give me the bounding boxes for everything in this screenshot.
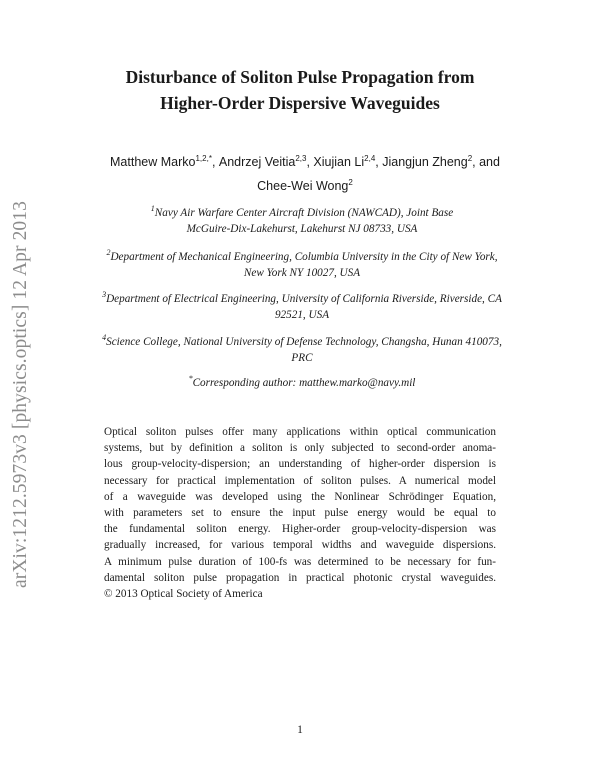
abstract-line: damental soliton pulse propagation in practical photonic crystal waveguides. bbox=[104, 571, 496, 584]
affiliation-line: Science College, National University of Defense Technology, Changsha, Hunan 410073, bbox=[106, 336, 502, 348]
abstract-line: necessary for practical implementation of soliton pulses. A numerical model bbox=[104, 474, 496, 487]
author-affiliation-mark: 1,2,* bbox=[195, 154, 212, 163]
abstract bbox=[104, 424, 496, 602]
title-line: Higher-Order Dispersive Waveguides bbox=[160, 93, 440, 113]
affiliation-line: PRC bbox=[291, 352, 313, 364]
abstract-line: lous group-velocity-dispersion; an understanding of higher-order dispersion is bbox=[104, 458, 496, 471]
author-separator: , bbox=[375, 155, 383, 169]
author-name: Matthew Marko bbox=[110, 155, 196, 169]
corresponding-text: Corresponding author: matthew.marko@navy.mil bbox=[192, 377, 416, 389]
author bbox=[313, 155, 382, 169]
affiliation-line: 92521, USA bbox=[274, 309, 330, 321]
author-name: Xiujian Li bbox=[313, 155, 365, 169]
author bbox=[382, 155, 500, 169]
author-name: Chee-Wei Wong bbox=[257, 179, 349, 193]
author-list bbox=[70, 150, 540, 198]
page-number: 1 bbox=[297, 724, 303, 736]
corresponding-mark: * bbox=[188, 374, 193, 383]
author-affiliation-mark: 2 bbox=[467, 154, 473, 163]
affiliation bbox=[72, 205, 532, 237]
abstract-line: gradually increased, for various temporal widths and waveguide dispersions. bbox=[104, 539, 496, 552]
affiliation-line: Department of Mechanical Engineering, Columbia University in the City of New York, bbox=[110, 251, 498, 263]
author-separator: , bbox=[306, 155, 314, 169]
abstract-line: A minimum pulse duration of 100-fs was determined to be necessary for fun- bbox=[104, 555, 496, 568]
affiliation bbox=[72, 334, 532, 366]
copyright-line: © 2013 Optical Society of America bbox=[104, 587, 263, 600]
affiliation bbox=[72, 249, 532, 281]
author bbox=[219, 155, 314, 169]
abstract-line: of a waveguide was developed using the Nonlinear Schrödinger Equation, bbox=[104, 490, 496, 503]
abstract-line: with parameters set to ensure the input pulse energy would be equal to bbox=[104, 506, 496, 519]
author bbox=[257, 179, 353, 193]
arxiv-identifier: arXiv:1212.5973v3 [physics.optics] 12 Apr 2013 bbox=[10, 201, 31, 588]
author-affiliation-mark: 2,3 bbox=[295, 154, 307, 163]
author-separator: , and bbox=[472, 155, 500, 169]
affiliation-line: New York NY 10027, USA bbox=[243, 267, 361, 279]
affiliation-mark: 4 bbox=[102, 333, 107, 342]
abstract-line: Optical soliton pulses offer many applications within optical communication bbox=[104, 426, 496, 438]
author-affiliation-mark: 2 bbox=[348, 178, 353, 187]
author-separator: , bbox=[211, 155, 219, 169]
affiliation-mark: 1 bbox=[150, 204, 155, 213]
affiliation-mark: 3 bbox=[102, 290, 107, 299]
author-name: Andrzej Veitia bbox=[218, 155, 296, 169]
abstract-line: the fundamental soliton energy. Higher-order group-velocity-dispersion was bbox=[104, 523, 496, 536]
abstract-line: systems, but by definition a soliton is only subjected to second-order anoma- bbox=[104, 442, 496, 455]
author-name: Jiangjun Zheng bbox=[382, 155, 468, 169]
affiliation bbox=[72, 291, 532, 323]
affiliation-mark: 2 bbox=[106, 248, 111, 257]
affiliation-line: Department of Electrical Engineering, University of California Riverside, Riverside, CA bbox=[106, 293, 502, 305]
author bbox=[110, 155, 219, 169]
title-line: Disturbance of Soliton Pulse Propagation from bbox=[125, 67, 475, 87]
affiliation-line: McGuire-Dix-Lakehurst, Lakehurst NJ 08733, USA bbox=[186, 223, 418, 235]
author-affiliation-mark: 2,4 bbox=[364, 154, 376, 163]
paper-title bbox=[60, 64, 540, 116]
corresponding-author bbox=[72, 375, 532, 391]
affiliation-line: Navy Air Warfare Center Aircraft Division (NAWCAD), Joint Base bbox=[154, 207, 454, 219]
